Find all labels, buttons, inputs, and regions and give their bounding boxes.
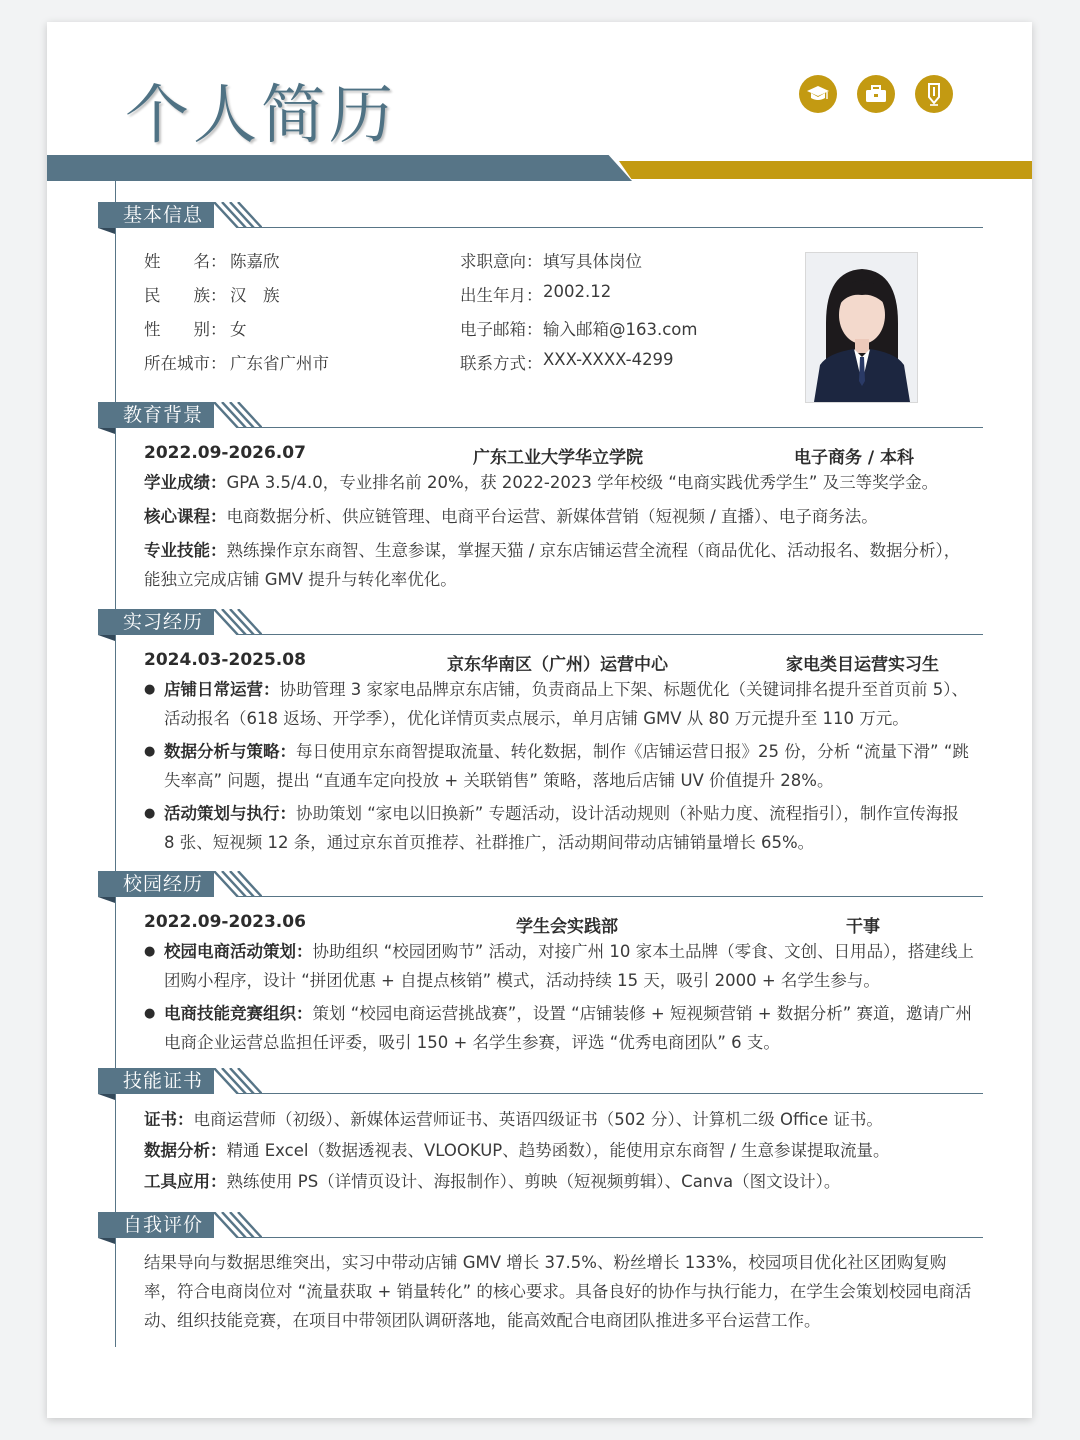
gender-label: 性 别： [144, 320, 227, 339]
section-title: 实习经历 [123, 611, 204, 633]
campus-item: ● 校园电商活动策划：协助组织 “校园团购节” 活动，对接广州 10 家本土品牌（零食、文创、日用品），搭建线上团购小程序，设计 “拼团优惠 + 自提点核销” 模式，活动持续 15 天，吸引 2000 + 名学生参与。 [144, 937, 974, 995]
city-label: 所在城市： [144, 354, 227, 373]
section-title: 教育背景 [123, 404, 204, 426]
header-band-right [619, 161, 1032, 179]
skills-item: 证书：电商运营师（初级）、新媒体运营师证书、英语四级证书（502 分）、计算机二级 Office 证书。 [144, 1110, 883, 1129]
section-header-skills [98, 1068, 983, 1102]
section-header-self-evaluation [98, 1212, 983, 1246]
header-band-left [47, 155, 632, 181]
birth-label: 出生年月： [460, 286, 543, 305]
city-value: 广东省广州市 [230, 354, 329, 373]
internship-role: 家电类目运营实习生 [786, 655, 939, 675]
internship-org: 京东华南区（广州）运营中心 [447, 655, 668, 675]
section-header-campus [98, 871, 983, 905]
name-value: 陈嘉欣 [230, 252, 280, 271]
section-title: 技能证书 [123, 1070, 204, 1092]
page-title: 个人简历 [125, 79, 397, 153]
ethnic-value: 汉 族 [230, 286, 280, 305]
education-major: 电子商务 / 本科 [794, 448, 915, 468]
section-title: 基本信息 [123, 204, 204, 226]
pen-icon [915, 75, 953, 113]
name-label: 姓 名： [144, 252, 227, 271]
briefcase-icon [857, 75, 895, 113]
section-header-education [98, 402, 983, 436]
job-value: 填写具体岗位 [543, 252, 642, 271]
ethnic-label: 民 族： [144, 286, 227, 305]
section-header-basic [98, 202, 983, 236]
phone-value: XXX-XXXX-4299 [543, 350, 674, 369]
profile-photo [805, 252, 918, 403]
resume-page [47, 22, 1032, 1418]
birth-value: 2002.12 [543, 282, 612, 301]
education-item: 专业技能：熟练操作京东商智、生意参谋，掌握天猫 / 京东店铺运营全流程（商品优化、活动报名、数据分析），能独立完成店铺 GMV 提升与转化率优化。 [144, 541, 961, 589]
section-header-internship [98, 609, 983, 643]
internship-period: 2024.03-2025.08 [144, 650, 306, 670]
phone-label: 联系方式： [460, 354, 543, 373]
skills-item: 数据分析：精通 Excel（数据透视表、VLOOKUP、趋势函数），能使用京东商智 / 生意参谋提取流量。 [144, 1141, 890, 1160]
section-title: 校园经历 [123, 873, 204, 895]
education-period: 2022.09-2026.07 [144, 443, 306, 463]
campus-org: 学生会实践部 [516, 917, 618, 937]
timeline-line [115, 181, 116, 1347]
education-item: 学业成绩：GPA 3.5/4.0，专业排名前 20%，获 2022-2023 学年校级 “电商实践优秀学生” 及三等奖学金。 [144, 473, 939, 492]
email-value: 输入邮箱@163.com [543, 320, 698, 339]
skills-item: 工具应用：熟练使用 PS（详情页设计、海报制作）、剪映（短视频剪辑）、Canva（图文设计）。 [144, 1172, 841, 1191]
section-title: 自我评价 [123, 1214, 204, 1236]
education-item: 核心课程：电商数据分析、供应链管理、电商平台运营、新媒体营销（短视频 / 直播）、电子商务法。 [144, 507, 878, 526]
campus-item: ● 电商技能竞赛组织：策划 “校园电商运营挑战赛”，设置 “店铺装修 + 短视频营销 + 数据分析” 赛道，邀请广州电商企业运营总监担任评委，吸引 150 + 名学生参赛，评选 “优秀电商团队” 6 支。 [144, 999, 974, 1057]
education-school: 广东工业大学华立学院 [473, 448, 643, 468]
internship-item: ● 店铺日常运营：协助管理 3 家家电品牌京东店铺，负责商品上下架、标题优化（关键词排名提升至首页前 5）、活动报名（618 返场、开学季），优化详情页卖点展示，单月店铺 GMV 从 80 万元提升至 110 万元。 [144, 675, 974, 733]
internship-item: ● 数据分析与策略：每日使用京东商智提取流量、转化数据，制作《店铺运营日报》25 份，分析 “流量下滑” “跳失率高” 问题，提出 “直通车定向投放 + 关联销售” 策略，落地后店铺 UV 价值提升 28%。 [144, 737, 974, 795]
gender-value: 女 [230, 320, 247, 339]
campus-role: 干事 [846, 917, 880, 937]
job-label: 求职意向： [460, 252, 543, 271]
graduation-cap-icon [799, 75, 837, 113]
self-evaluation-text: 结果导向与数据思维突出，实习中带动店铺 GMV 增长 37.5%、粉丝增长 133%，校园项目优化社区团购复购率，符合电商岗位对 “流量获取 + 销量转化” 的核心要求。具备良好的协作与执行能力，在学生会策划校园电商活动、组织技能竞赛，在项目中带领团队调研落地，能高效配合电商团队推进多平台运营工作。 [144, 1253, 972, 1330]
email-label: 电子邮箱： [460, 320, 543, 339]
campus-period: 2022.09-2023.06 [144, 912, 306, 932]
internship-item: ● 活动策划与执行：协助策划 “家电以旧换新” 专题活动，设计活动规则（补贴力度、流程指引），制作宣传海报 8 张、短视频 12 条，通过京东首页推荐、社群推广，活动期间带动店铺销量增长 65%。 [144, 799, 974, 857]
